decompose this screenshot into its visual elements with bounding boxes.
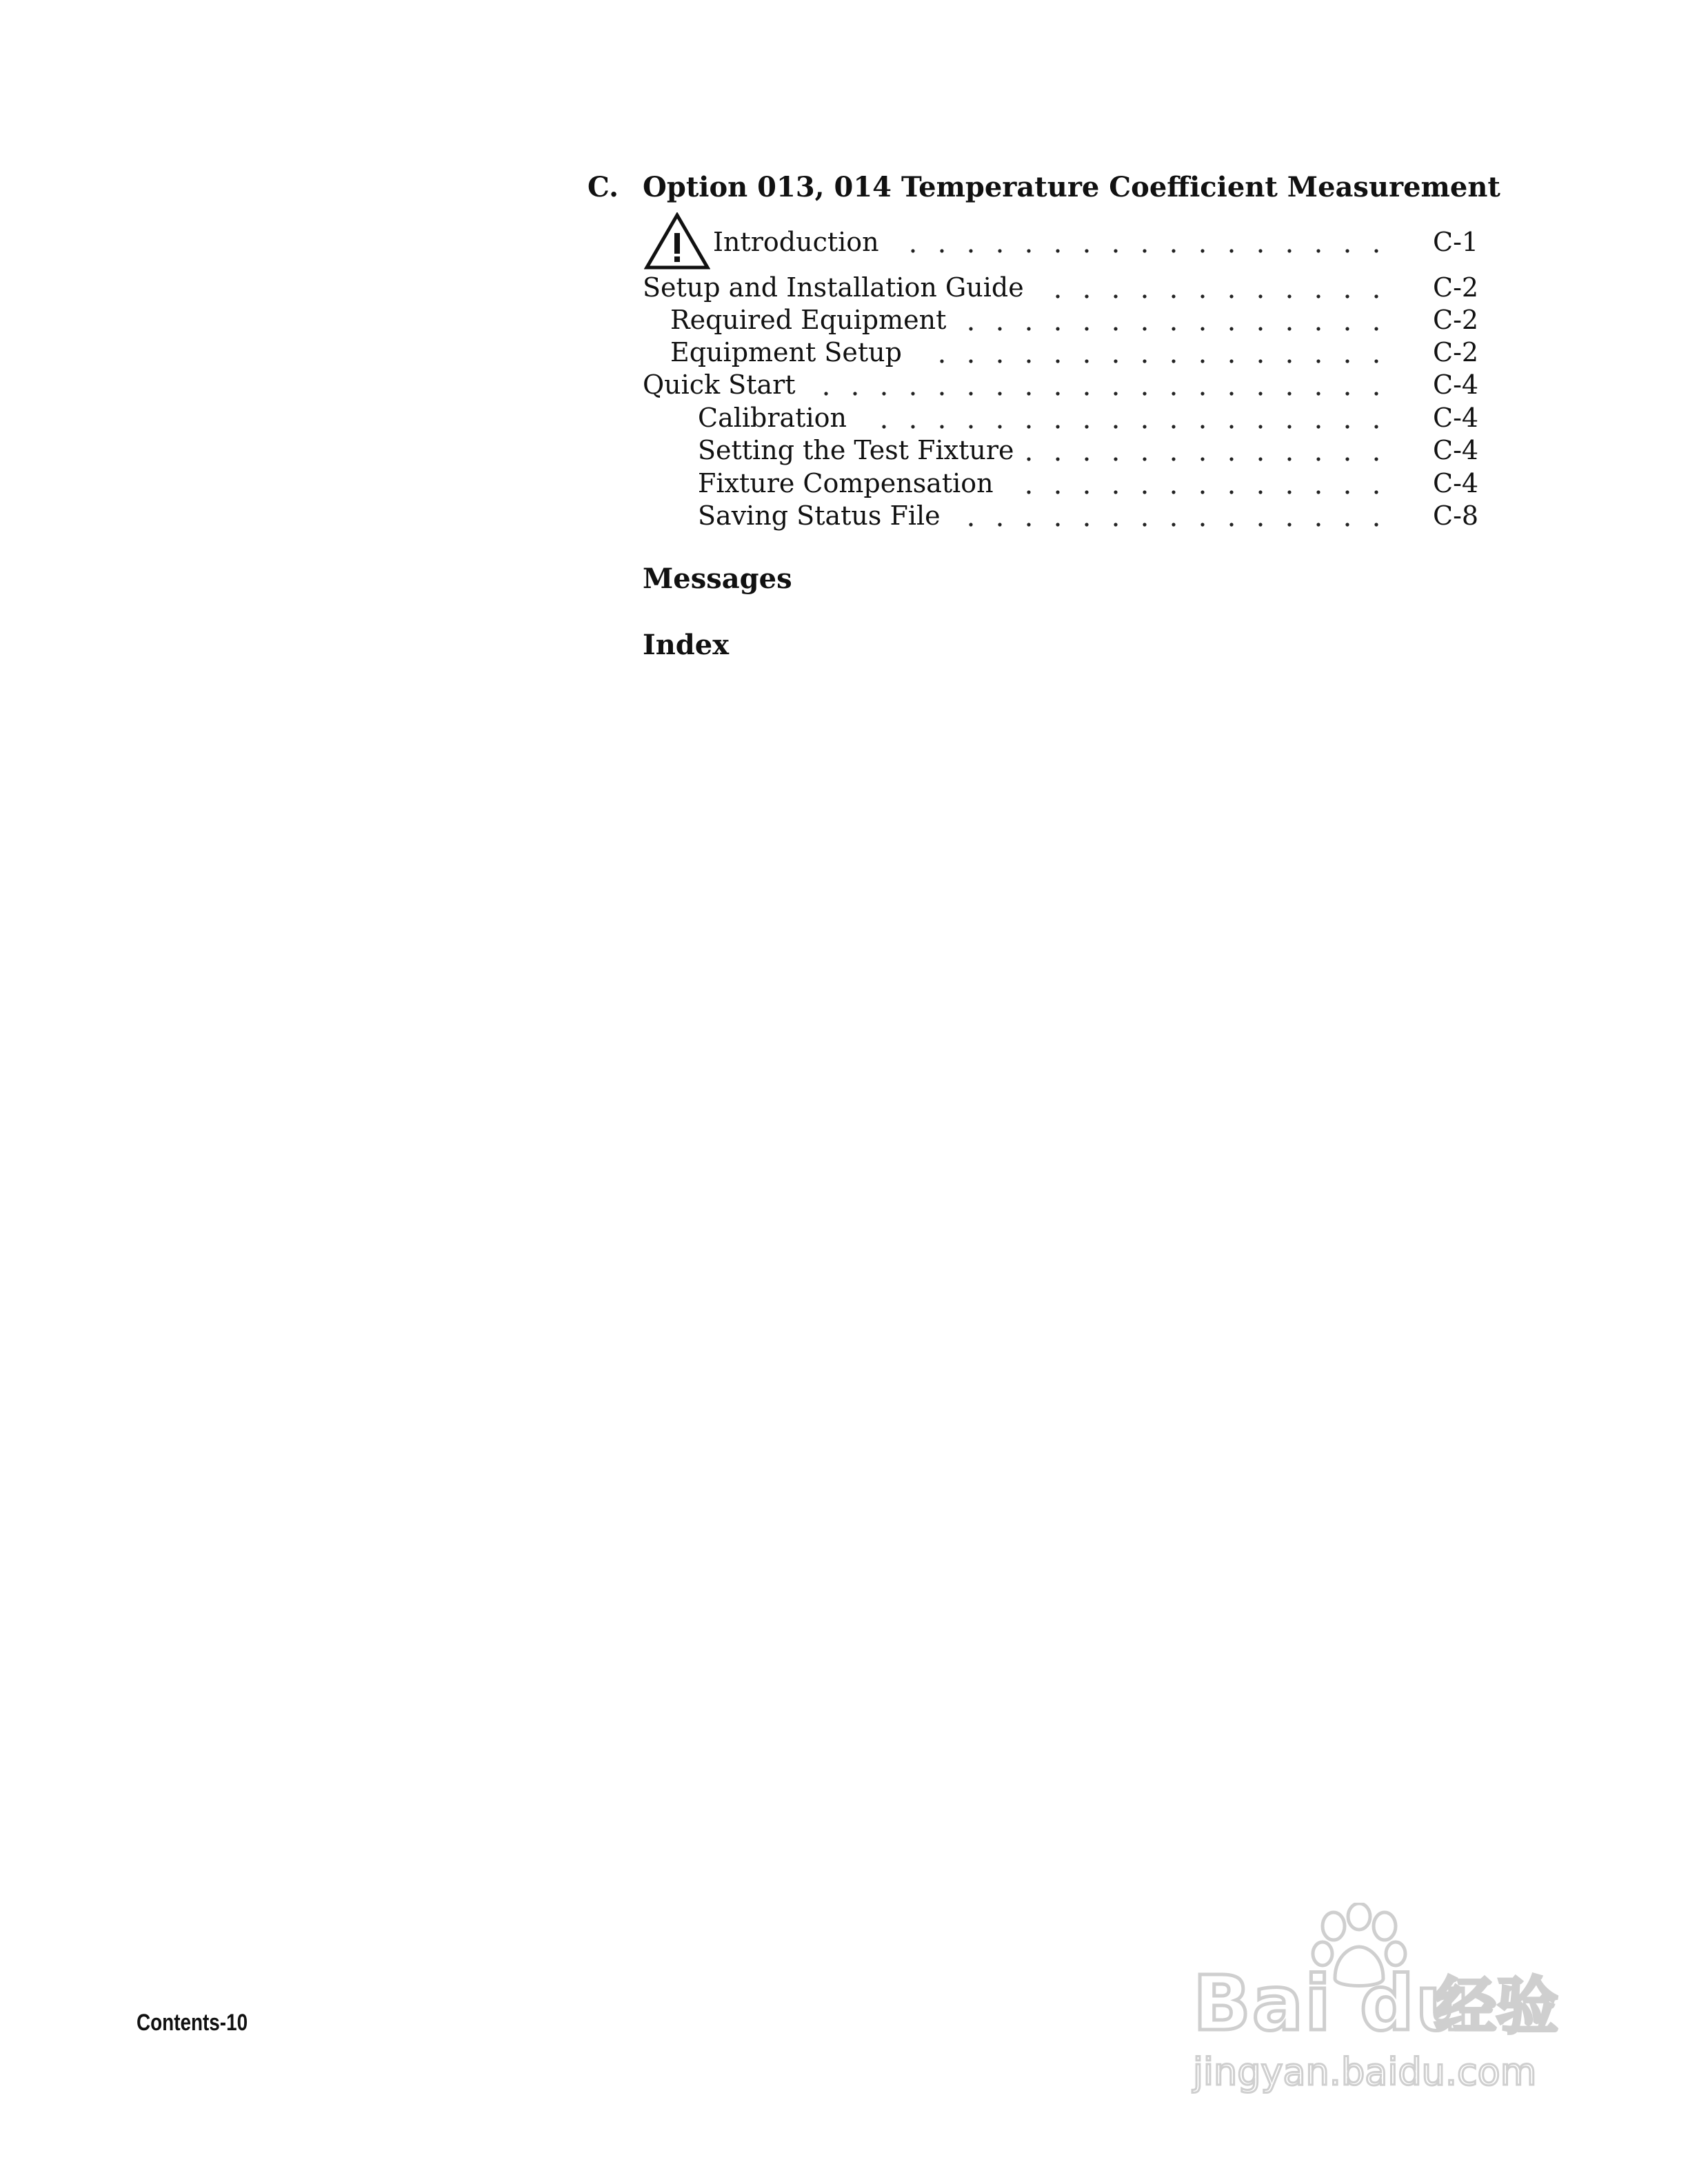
leader-dot [1345,392,1349,395]
leader-dot [1316,327,1320,330]
leader-dot [1085,457,1088,461]
leader-dot [1085,359,1088,363]
leader-dot [1027,327,1030,330]
leader-dot [998,359,1001,363]
leader-dot [1200,294,1204,298]
leader-dot [998,327,1001,330]
leader-dot [1200,327,1204,330]
leader-dot [969,359,972,363]
leader-dot [1143,327,1146,330]
leader-dot [1200,490,1204,494]
leader-dot [1200,425,1204,428]
leader-dot [1229,327,1233,330]
toc-entry-label: Required Equipment [670,304,956,336]
chapter-letter: C. [587,171,619,203]
leader-dot [1172,457,1175,461]
page-footer-label: Contents-10 [137,2010,248,2036]
toc-entry-page: C-2 [1433,305,1479,335]
leader-dot [1345,457,1349,461]
leader-dot [1085,392,1088,395]
leader-dot [1287,294,1291,298]
leader-dot [1316,425,1320,428]
leader-dot [1027,425,1030,428]
leader-dot [1114,392,1117,395]
leader-dot [940,392,943,395]
toc-entry-label: Introduction [713,226,889,258]
leader-dot [1374,425,1378,428]
leader-dot [1374,294,1378,298]
leader-dot [1172,523,1175,526]
watermark [1186,1903,1579,2110]
leader-dot [1200,359,1204,363]
leader-dot [1316,392,1320,395]
leader-dot [1258,359,1262,363]
leader-dot [1172,490,1175,494]
leader-dot [1374,523,1378,526]
leader-dot [1114,294,1117,298]
leader-dot [1085,294,1088,298]
toc-entry-page: C-8 [1433,501,1479,531]
leader-dot [1200,523,1204,526]
leader-dot [1287,523,1291,526]
leader-dot [882,425,885,428]
leader-dot [1056,490,1059,494]
leader-dot [1114,490,1117,494]
leader-dot [1374,359,1378,363]
leader-dot [1229,392,1233,395]
leader-dot [969,327,972,330]
leader-dot [1229,294,1233,298]
section-index[interactable]: Index [643,629,730,661]
toc-entry-page: C-4 [1433,370,1479,400]
leader-dot [1114,327,1117,330]
toc-entry-label: Saving Status File [698,500,950,532]
leader-dot [1316,457,1320,461]
leader-dot [969,392,972,395]
leader-dot [1258,425,1262,428]
leader-dot [1258,327,1262,330]
leader-dot [1143,425,1146,428]
leader-dot [1056,523,1059,526]
leader-dot [1345,294,1349,298]
leader-dot [1172,425,1175,428]
leader-dot [1316,523,1320,526]
leader-dot [1172,294,1175,298]
leader-dot [1287,327,1291,330]
leader-dot [1374,490,1378,494]
leader-dot [1200,457,1204,461]
leader-dot [1345,490,1349,494]
toc-entry-label: Quick Start [643,369,805,401]
leader-dot [1316,294,1320,298]
toc-entry-label: Fixture Compensation [698,467,1003,499]
leader-dot [1114,523,1117,526]
leader-dot [1056,294,1059,298]
section-messages[interactable]: Messages [643,563,792,595]
leader-dot [1287,490,1291,494]
leader-dot [1229,523,1233,526]
leader-dot [1316,490,1320,494]
leader-dot [1374,457,1378,461]
leader-dot [1258,392,1262,395]
toc-entry-page: C-1 [1433,227,1479,257]
leader-dot [1027,392,1030,395]
toc-entry-page: C-2 [1433,272,1479,303]
leader-dot [882,392,885,395]
leader-dot [1258,294,1262,298]
leader-dot [1287,425,1291,428]
leader-dot [1085,490,1088,494]
leader-dot [1143,294,1146,298]
leader-dot [1172,359,1175,363]
leader-dot [1287,359,1291,363]
leader-dot [1316,359,1320,363]
leader-dot [1056,359,1059,363]
leader-dot [998,523,1001,526]
leader-dot [1287,457,1291,461]
leader-dot [1258,457,1262,461]
leader-dot [1172,327,1175,330]
leader-dot [1027,523,1030,526]
toc-entry-page: C-2 [1433,337,1479,367]
toc-entry-label: Setup and Installation Guide [643,272,1034,303]
leader-dot [1345,359,1349,363]
leader-dot [1056,425,1059,428]
toc-entry-page: C-4 [1433,435,1479,465]
leader-dot [940,425,943,428]
leader-dot [1085,327,1088,330]
leader-dot [1374,392,1378,395]
leader-dot [911,425,914,428]
leader-dot [1374,327,1378,330]
watermark-url: jingyan.baidu.com [1193,2050,1537,2094]
watermark-brand-cn: 经验 [1434,1970,1558,2043]
toc-entry-introduction[interactable] [713,226,1688,258]
toc-entry-label: Calibration [698,402,856,434]
leader-dot [998,392,1001,395]
leader-dot [1027,359,1030,363]
leader-dot [1143,359,1146,363]
leader-dot [1229,457,1233,461]
toc-entry-page: C-4 [1433,468,1479,498]
leader-dot [1200,392,1204,395]
leader-dot [1258,490,1262,494]
leader-dot [1056,327,1059,330]
leader-dot [1114,457,1117,461]
leader-dot [1143,457,1146,461]
toc-entry-page: C-4 [1433,403,1479,433]
leader-dot [940,359,943,363]
toc-entry-label: Equipment Setup [670,336,912,368]
leader-dot [1085,523,1088,526]
toc-entry-label: Setting the Test Fixture [698,434,1024,466]
leader-dot [969,425,972,428]
leader-dot [1172,392,1175,395]
leader-dot [1229,359,1233,363]
leader-dot [1258,523,1262,526]
leader-dot [1027,457,1030,461]
leader-dot [1229,490,1233,494]
leader-dot [1143,490,1146,494]
leader-dot [1056,392,1059,395]
chapter-title: Option 013, 014 Temperature Coefficient Measurement [643,171,1500,203]
leader-dot [1143,392,1146,395]
leader-dot [911,392,914,395]
leader-dot [969,523,972,526]
leader-dot [1085,425,1088,428]
leader-dot [853,392,856,395]
leader-dot [1345,327,1349,330]
leader-dot [1114,425,1117,428]
leader-dot [1143,523,1146,526]
leader-dot [1229,425,1233,428]
watermark-brand: Bai du [1193,1959,1471,2048]
leader-dot [1345,425,1349,428]
leader-dot [1056,457,1059,461]
leader-dot [1287,392,1291,395]
leader-dot [998,425,1001,428]
leader-dot [1114,359,1117,363]
leader-dot [824,392,827,395]
warning-triangle-icon [644,212,710,270]
leader-dot [1027,490,1030,494]
leader-dot [1345,523,1349,526]
